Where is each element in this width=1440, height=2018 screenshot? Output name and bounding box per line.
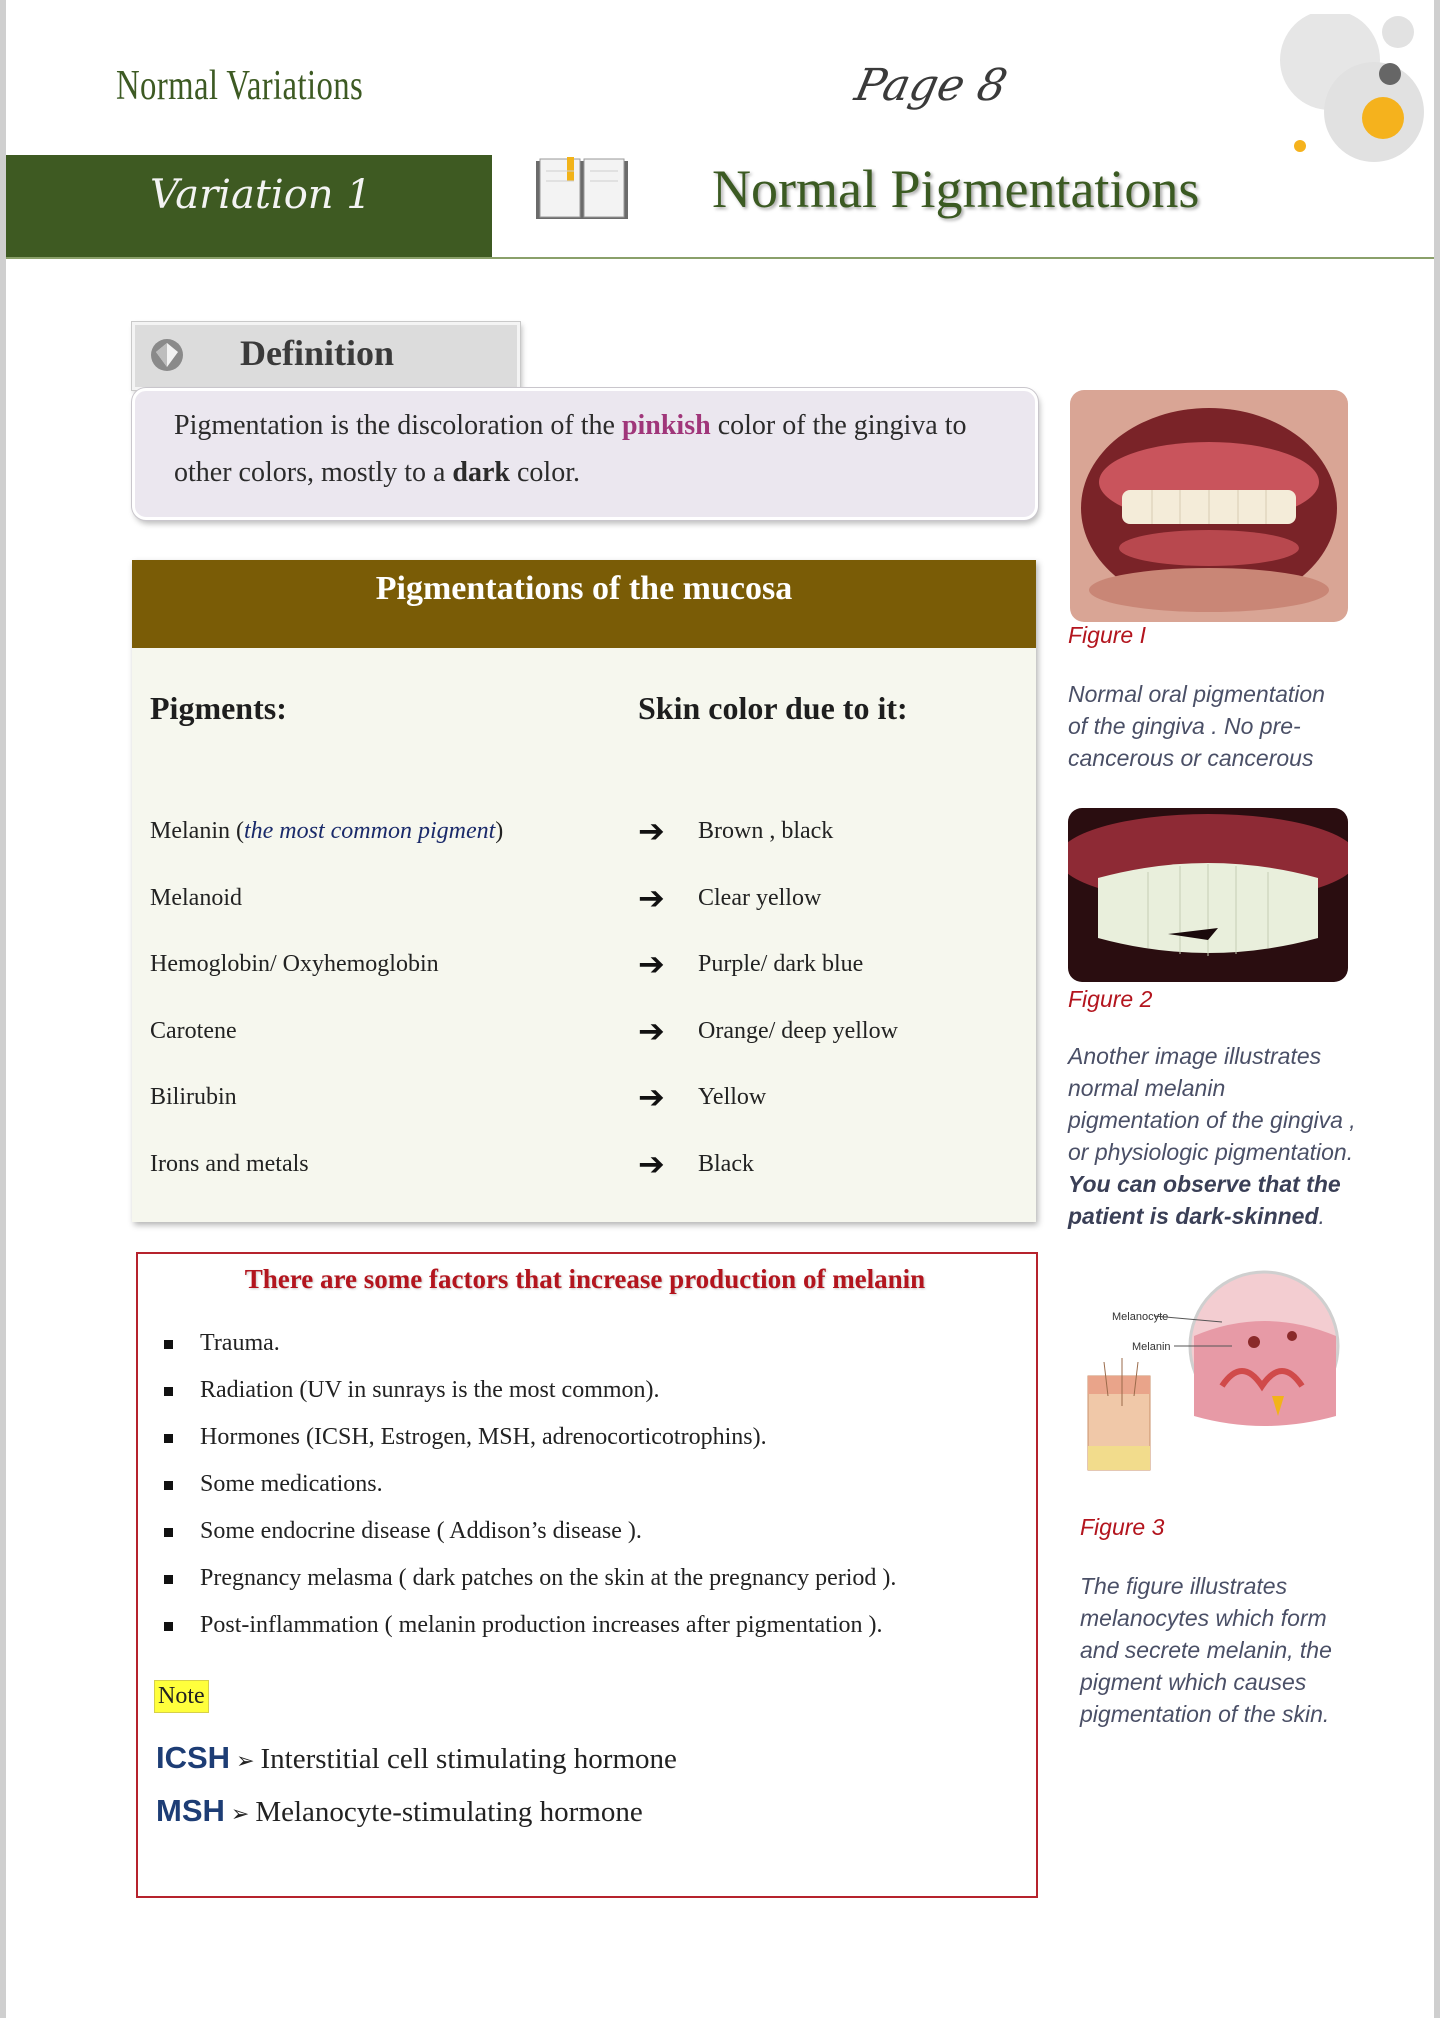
pigments-column-header: Pigments: — [150, 690, 287, 726]
bullet-square-icon — [164, 1622, 173, 1631]
factor-text: Trauma. — [200, 1330, 280, 1356]
abbreviation-meaning: Interstitial cell stimulating hormone — [260, 1743, 677, 1775]
melanocyte-diagram — [1082, 1266, 1344, 1486]
section-title: Normal Variations — [116, 63, 364, 109]
list-item — [156, 1330, 1016, 1377]
definition-bold-word: dark — [452, 457, 510, 488]
right-arrow-icon: ➔ — [638, 879, 665, 917]
abbreviation: ICSH — [156, 1740, 231, 1775]
figure-2-description — [1068, 1040, 1358, 1232]
right-arrow-icon: ➔ — [638, 945, 665, 983]
skin-color: Purple/ dark blue — [698, 951, 864, 977]
arrow-bullet-icon: ➢ — [236, 1749, 255, 1774]
figure-3-caption: Figure 3 — [1080, 1514, 1165, 1540]
factors-title: There are some factors that increase production of melanin — [244, 1264, 926, 1294]
pigment-text: ) — [495, 818, 504, 844]
definition-text-part: color. — [509, 457, 580, 488]
factor-text: Radiation (UV in sunrays is the most common). — [200, 1377, 660, 1403]
abbreviation: MSH — [156, 1793, 225, 1828]
list-item — [156, 1565, 1016, 1612]
skin-color-column-header: Skin color due to it: — [638, 690, 908, 726]
list-item — [156, 1518, 1016, 1565]
right-arrow-icon: ➔ — [638, 1078, 665, 1116]
figure-2-bold-text: You can observe that the patient is dark-skinned — [1068, 1171, 1341, 1229]
list-item — [156, 1377, 1016, 1424]
page-title: Normal Pigmentations — [712, 159, 1200, 219]
abbreviation-meaning: Melanocyte-stimulating hormone — [255, 1796, 643, 1828]
arrow-bullet-icon: ➢ — [230, 1802, 250, 1827]
bullet-square-icon — [164, 1528, 173, 1537]
definition-heading: Definition — [240, 333, 395, 373]
factor-text: Some endocrine disease ( Addison’s disease ). — [200, 1518, 642, 1544]
factor-text: Pregnancy melasma ( dark patches on the skin at the pregnancy period ). — [200, 1565, 897, 1591]
factor-text: Post-inflammation ( melanin production increases after pigmentation ). — [200, 1612, 883, 1638]
bullet-square-icon — [164, 1481, 173, 1490]
header-divider — [6, 257, 1434, 259]
variation-label: Variation 1 — [150, 172, 372, 218]
factors-list — [156, 1330, 1016, 1659]
pigment-text: Melanin ( — [150, 818, 244, 844]
pigment-name: Hemoglobin/ Oxyhemoglobin — [150, 951, 439, 977]
factor-text: Hormones (ICSH, Estrogen, MSH, adrenocorticotrophins). — [200, 1424, 767, 1450]
figure-1-caption: Figure I — [1068, 622, 1146, 648]
bullet-square-icon — [164, 1340, 173, 1349]
note-highlight: Note — [154, 1680, 209, 1713]
list-item — [156, 1424, 1016, 1471]
decorative-circles — [1268, 14, 1428, 174]
bullet-square-icon — [164, 1434, 173, 1443]
page — [6, 0, 1434, 2018]
right-arrow-icon: ➔ — [638, 1012, 665, 1050]
pigment-name: Carotene — [150, 1018, 237, 1044]
pigment-name: Bilirubin — [150, 1084, 237, 1110]
skin-color: Clear yellow — [698, 885, 822, 911]
pigment-name — [150, 818, 503, 845]
list-item — [156, 1471, 1016, 1518]
pigments-table-title: Pigmentations of the mucosa — [375, 570, 793, 607]
right-arrow-icon: ➔ — [638, 1145, 665, 1183]
skin-color: Brown , black — [698, 818, 834, 844]
figure-2-caption: Figure 2 — [1068, 986, 1153, 1012]
page-number: Page 8 — [850, 60, 1012, 111]
definition-text-part: color of the gingiva to other colors, mostly to a — [174, 410, 967, 488]
pigment-note: the most common pigment — [243, 818, 496, 844]
gingiva-photo-1 — [1070, 390, 1348, 622]
pigment-name: Melanoid — [150, 885, 242, 911]
bullet-square-icon — [164, 1387, 173, 1396]
figure-2-text: . — [1318, 1203, 1325, 1229]
skin-color: Yellow — [698, 1084, 767, 1110]
book-icon — [534, 157, 630, 223]
figure-1-description: Normal oral pigmentation of the gingiva . No pre-cancerous or cancerous — [1068, 681, 1325, 771]
gingiva-photo-2 — [1068, 808, 1348, 982]
definition-pink-word: pinkish — [621, 410, 711, 441]
abbreviation-row — [156, 1740, 677, 1790]
figure-2-text: Another image illustrates normal melanin pigmentation of the gingiva , or physiologic pigmentation. — [1068, 1043, 1356, 1165]
factor-text: Some medications. — [200, 1471, 383, 1497]
definition-text — [174, 402, 1014, 496]
abbreviation-row — [156, 1793, 643, 1843]
bullet-square-icon — [164, 1575, 173, 1584]
definition-text-part: Pigmentation is the discoloration of the — [174, 410, 622, 441]
gem-icon — [150, 338, 184, 372]
figure-3-description: The figure illustrates melanocytes which form and secrete melanin, the pigment which causes pigmentation of the skin. — [1080, 1573, 1332, 1727]
melanocyte-label: Melanocyte — [1112, 1311, 1169, 1323]
list-item — [156, 1612, 1016, 1659]
skin-color: Black — [698, 1151, 754, 1177]
right-arrow-icon: ➔ — [638, 812, 665, 850]
melanin-label: Melanin — [1132, 1341, 1171, 1353]
skin-color: Orange/ deep yellow — [698, 1018, 898, 1044]
pigment-name: Irons and metals — [150, 1151, 309, 1177]
